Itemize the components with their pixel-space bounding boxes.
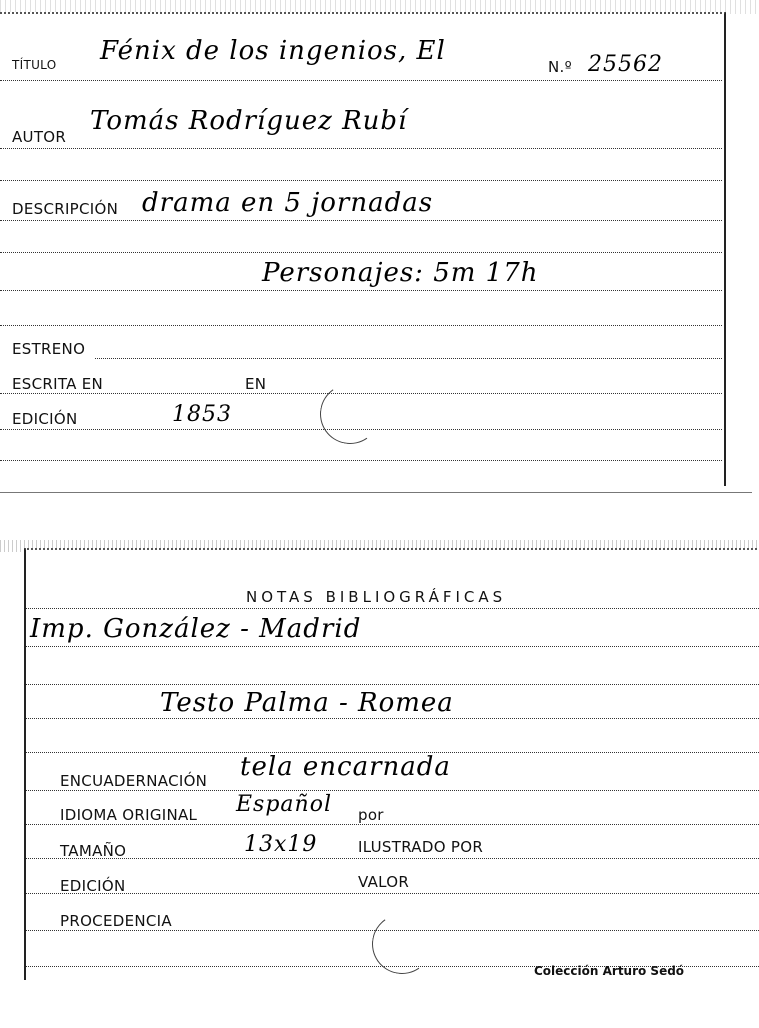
rule xyxy=(26,718,759,719)
note-line-1: Imp. González - Madrid xyxy=(30,614,362,644)
rule xyxy=(26,893,759,894)
rule xyxy=(26,684,759,685)
idioma-value: Español xyxy=(236,792,332,817)
rule xyxy=(95,358,722,359)
rule xyxy=(0,290,722,291)
autor-value: Tomás Rodríguez Rubí xyxy=(90,106,408,136)
rule xyxy=(26,858,759,859)
edicion-value: 1853 xyxy=(172,402,232,427)
titulo-value: Fénix de los ingenios, El xyxy=(100,36,446,66)
por-label: por xyxy=(358,806,384,824)
descripcion-value: drama en 5 jornadas xyxy=(142,188,434,218)
edicion2-label: EDICIÓN xyxy=(60,877,126,895)
procedencia-label: PROCEDENCIA xyxy=(60,912,172,930)
rule xyxy=(26,790,759,791)
estreno-label: ESTRENO xyxy=(12,340,86,358)
rule xyxy=(0,252,722,253)
rule xyxy=(0,148,722,149)
escrita-label: ESCRITA EN xyxy=(12,375,104,393)
encuadernacion-label: ENCUADERNACIÓN xyxy=(60,772,208,790)
valor-label: VALOR xyxy=(358,873,410,891)
collection-footer: Colección Arturo Sedó xyxy=(534,964,685,978)
rule xyxy=(26,646,759,647)
autor-label: AUTOR xyxy=(12,128,67,146)
rule xyxy=(0,220,722,221)
descripcion-label: DESCRIPCIÓN xyxy=(12,200,119,218)
edicion-label: EDICIÓN xyxy=(12,410,78,428)
numero-label: N.º xyxy=(548,58,572,76)
ilustrado-label: ILUSTRADO POR xyxy=(358,838,484,856)
rule xyxy=(26,824,759,825)
card-separator xyxy=(0,492,752,493)
rule xyxy=(0,80,722,81)
titulo-label: TÍTULO xyxy=(12,58,57,72)
en-label: EN xyxy=(245,375,267,393)
rule xyxy=(0,325,722,326)
note-line-2: Testo Palma - Romea xyxy=(160,688,454,718)
tamano-label: TAMAÑO xyxy=(60,842,127,860)
rule xyxy=(0,460,722,461)
idioma-label: IDIOMA ORIGINAL xyxy=(60,806,198,824)
numero-value: 25562 xyxy=(588,52,663,77)
encuadernacion-value: tela encarnada xyxy=(240,752,451,782)
rule xyxy=(26,608,759,609)
personajes-value: Personajes: 5m 17h xyxy=(262,258,539,288)
tamano-value: 13x19 xyxy=(244,832,318,857)
rule xyxy=(0,180,722,181)
notas-heading: NOTAS BIBLIOGRÁFICAS xyxy=(246,588,507,606)
